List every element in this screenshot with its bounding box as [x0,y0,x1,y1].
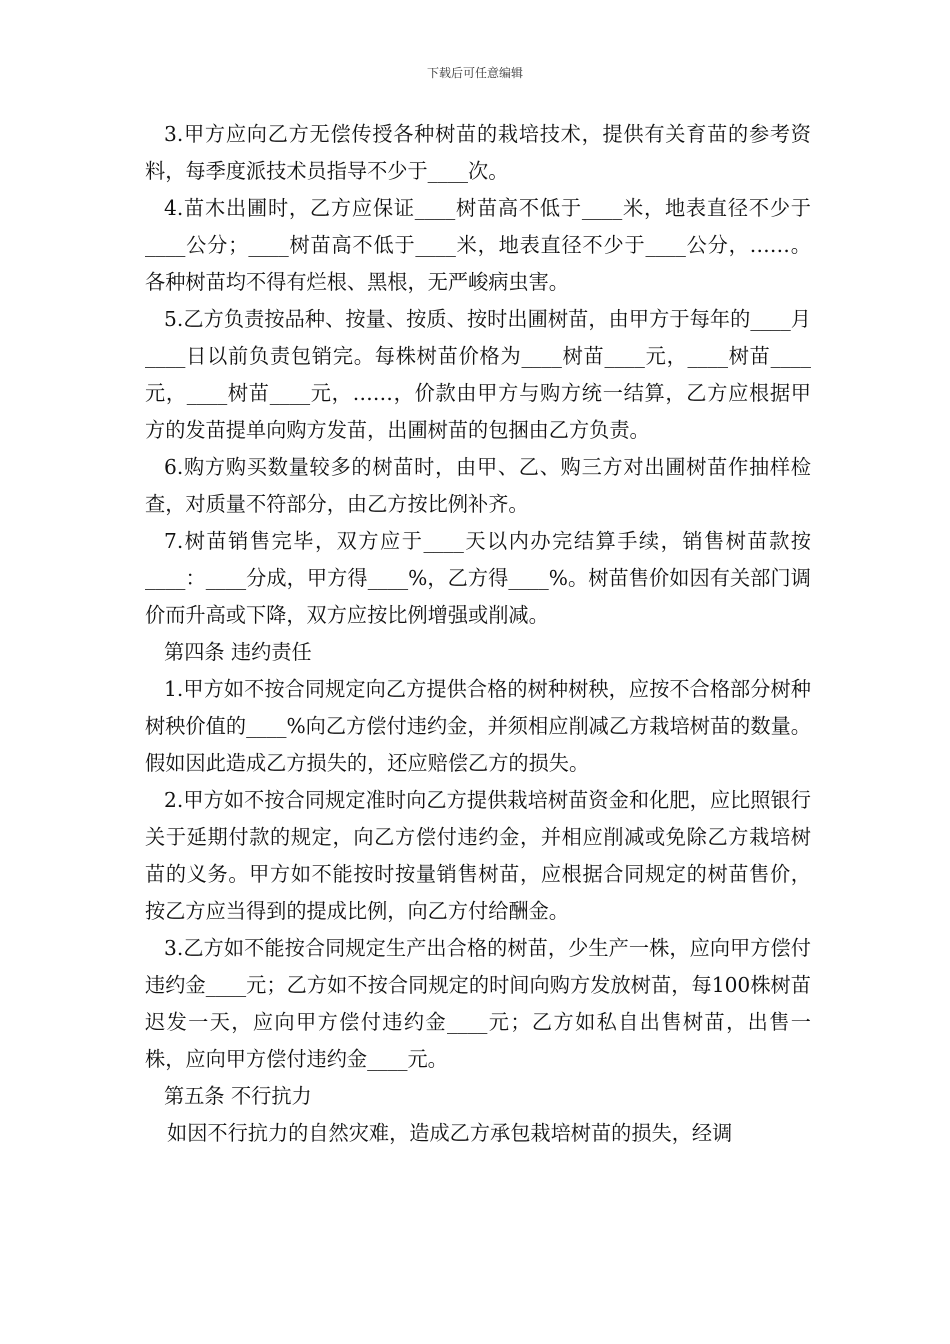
clause-6: 6.购方购买数量较多的树苗时，由甲、乙、购三方对出圃树苗作抽样检查，对质量不符部分，由乙方按比例补齐。 [145,455,811,516]
liability-clause-2: 2.甲方如不按合同规定准时向乙方提供栽培树苗资金和化肥，应比照银行关于延期付款的规定，向乙方偿付违约金，并相应削减或免除乙方栽培树苗的义务。甲方如不能按时按量销售树苗，应根据合同规定的树苗售价，按乙方应当得到的提成比例，向乙方付给酬金。 [145,788,811,923]
liability-clause-1: 1.甲方如不按合同规定向乙方提供合格的树种树秧，应按不合格部分树种树秧价值的____%向乙方偿付违约金，并须相应削减乙方栽培树苗的数量。假如因此造成乙方损失的，还应赔偿乙方的损失。 [145,677,811,775]
clause-5: 5.乙方负责按品种、按量、按质、按时出圃树苗，由甲方于每年的____月____日以前负责包销完。每株树苗价格为____树苗____元，____树苗____元，____树苗____元，……，价款由甲方与购方统一结算，乙方应根据甲方的发苗提单向购方发苗，出圃树苗的包捆由乙方负责。 [145,307,811,442]
page-header: 下载后可任意编辑 [426,66,523,80]
force-majeure-paragraph: 如因不行抗力的自然灾难，造成乙方承包栽培树苗的损失，经调 [167,1121,733,1145]
section-heading-article-4: 第四条 违约责任 [164,640,312,664]
clause-7: 7.树苗销售完毕，双方应于____天以内办完结算手续，销售树苗款按____：____分成，甲方得____%，乙方得____%。树苗售价如因有关部门调价而升高或下降，双方应按比例增强或削减。 [145,529,811,627]
clause-4: 4.苗木出圃时，乙方应保证____树苗高不低于____米，地表直径不少于____公分；____树苗高不低于____米，地表直径不少于____公分，……。各种树苗均不得有烂根、黑根，无严峻病虫害。 [145,196,811,294]
liability-clause-3: 3.乙方如不能按合同规定生产出合格的树苗，少生产一株，应向甲方偿付违约金____元；乙方如不按合同规定的时间向购方发放树苗，每100株树苗迟发一天，应向甲方偿付违约金____元；乙方如私自出售树苗，出售一株，应向甲方偿付违约金____元。 [145,936,811,1071]
document-body [145,116,811,1152]
section-heading-article-5: 第五条 不行抗力 [164,1084,312,1108]
clause-3: 3.甲方应向乙方无偿传授各种树苗的栽培技术，提供有关育苗的参考资料，每季度派技术员指导不少于____次。 [145,122,811,183]
